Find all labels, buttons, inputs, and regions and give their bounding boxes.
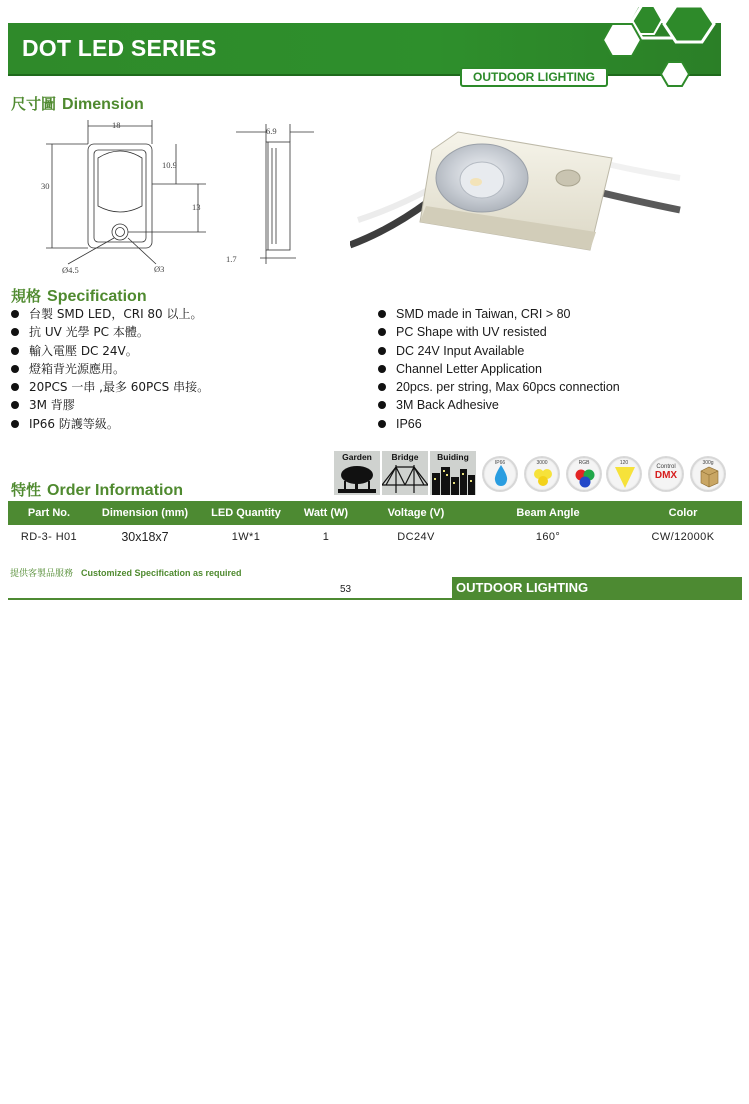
cell-beam-angle: 160° [535,531,561,543]
cell-watt: 1 [322,531,330,543]
dimension-drawing [38,114,328,278]
warm-light-icon [524,456,560,492]
specification-heading-en: Specification [47,288,147,305]
dim-hole-offset-label: 13 [192,202,201,212]
building-label: Buiding [437,452,469,462]
application-icons [334,451,478,495]
order-heading [11,479,183,500]
spec-list-cn [9,305,209,433]
list-item: 20PCS 一串 ,最多 60PCS 串接。 [9,378,209,396]
dim-lens-dia-label: Ø4.5 [62,265,79,275]
garden-label: Garden [342,452,372,462]
list-item: 3M Back Adhesive [376,396,620,414]
list-item: PC Shape with UV resisted [376,323,620,341]
header-watt: Watt (W) [292,501,360,525]
beam-angle-label: 120 [619,460,629,466]
table-header-row [8,501,742,525]
list-item: 台製 SMD LED，CRI 80 以上。 [9,305,209,323]
list-item: Channel Letter Application [376,360,620,378]
cell-part-no: RD-3- H01 [20,531,78,543]
list-item: 輸入電壓 DC 24V。 [9,342,209,360]
header-voltage: Voltage (V) [360,501,472,525]
order-heading-en: Order Information [47,482,184,499]
dim-hole-dia-label: Ø3 [154,264,165,274]
cell-dimension: 30x18x7 [121,530,169,544]
dim-lens-offset-label: 10.9 [162,160,177,170]
hexagon-decoration-icon [596,0,726,90]
dimension-heading-en: Dimension [62,96,144,113]
list-item: 燈箱背光源應用。 [9,360,209,378]
spec-list-en [376,305,620,433]
garden-icon [334,451,380,495]
cell-led-quantity: 1W*1 [231,531,261,543]
header-part-no: Part No. [8,501,90,525]
table-row [8,525,742,549]
dmx-label: DMX [654,470,678,481]
dim-depth-label: 6.9 [266,126,277,136]
weight-box-icon [690,456,726,492]
bridge-icon [382,451,428,495]
beam-angle-icon [606,456,642,492]
order-table [8,501,742,549]
dim-height-label: 30 [41,181,50,191]
footer-category-tag: OUTDOOR LIGHTING [452,577,742,599]
header-color: Color [624,501,742,525]
dmx-control-icon [648,456,684,492]
dimension-heading-cn: 尺寸圖 [11,95,57,113]
specification-heading [11,285,147,306]
custom-note-cn: 提供客製品服務 [10,569,74,579]
bridge-label: Bridge [391,452,419,462]
product-photo [350,120,685,255]
dim-base-label: 1.7 [226,254,237,264]
dimension-heading [11,93,144,114]
header-dimension: Dimension (mm) [90,501,200,525]
header-led-quantity: LED Quantity [200,501,292,525]
list-item: 3M 背膠 [9,396,209,414]
list-item: SMD made in Taiwan, CRI > 80 [376,305,620,323]
custom-service-note [10,566,242,579]
header-beam-angle: Beam Angle [472,501,624,525]
control-label: Control [656,464,676,470]
list-item: IP66 防護等級。 [9,415,209,433]
series-title: DOT LED SERIES [22,35,217,61]
rgb-icon [566,456,602,492]
custom-note-en: Customized Specification as required [81,568,242,578]
list-item: 抗 UV 光學 PC 本體。 [9,323,209,341]
warm-light-label: 3000 [536,460,548,466]
list-item: IP66 [376,415,620,433]
waterproof-icon [482,456,518,492]
cell-color: CW/12000K [651,531,715,543]
feature-icons [482,456,732,496]
list-item: 20pcs. per string, Max 60pcs connection [376,378,620,396]
weight-label: 300g [702,460,714,466]
dim-width-label: 18 [112,120,121,130]
ip-rating-label: IP66 [494,460,506,466]
cell-voltage: DC24V [397,531,435,543]
building-icon [430,451,476,495]
category-tag: OUTDOOR LIGHTING [460,67,608,87]
page-number: 53 [340,584,352,595]
rgb-label: RGB [578,460,590,466]
specification-heading-cn: 規格 [11,287,42,305]
list-item: DC 24V Input Available [376,342,620,360]
order-heading-cn: 特性 [11,481,42,499]
